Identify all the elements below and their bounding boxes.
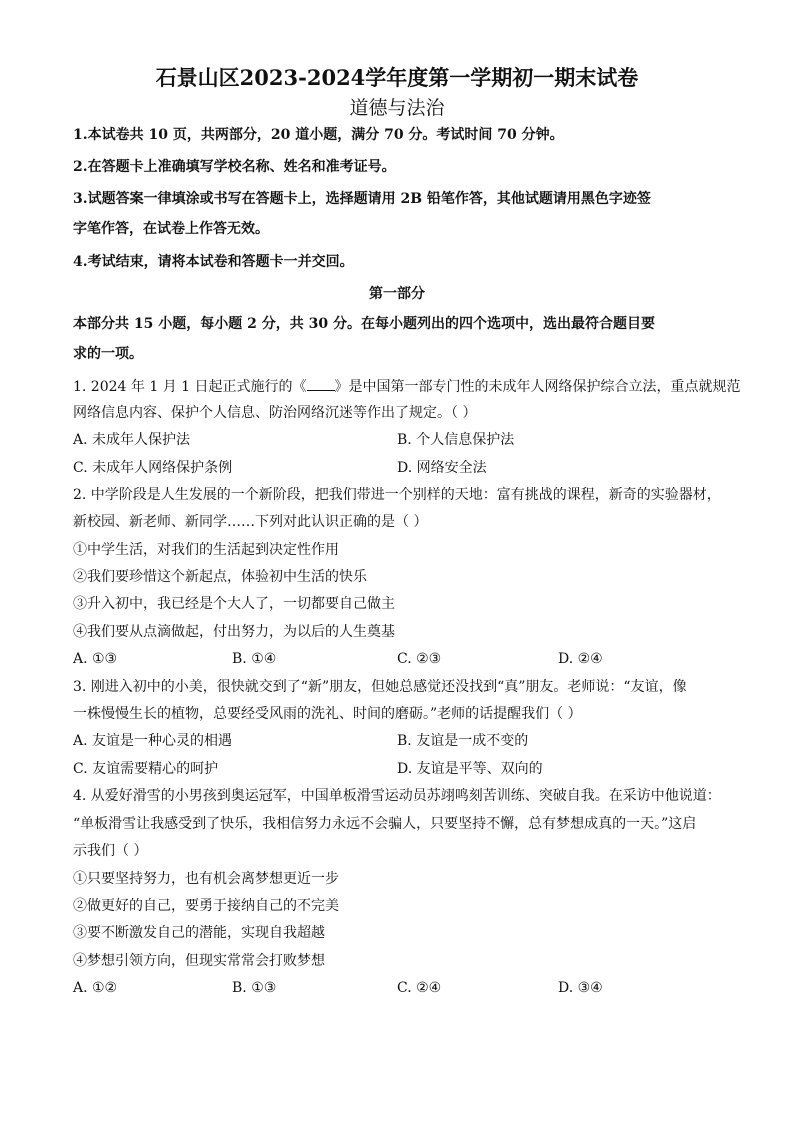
part1-intro: 本部分共 15 小题，每小题 2 分，共 30 分。在每小题列出的四个选项中，选出最符合题目要 <box>73 316 655 332</box>
part1-intro-cont: 求的一项。 <box>73 346 143 362</box>
q2-item-3: ③升入初中，我已经是个大人了，一切都要自己做主 <box>73 596 395 612</box>
q4-option-a: A. ①② <box>73 980 118 996</box>
q1-option-d: D. 网络安全法 <box>397 460 487 476</box>
instruction-3: 3.试题答案一律填涂或书写在答题卡上，选择题请用 2B 铅笔作答，其他试题请用黑色字迹签 <box>73 191 651 207</box>
part1-heading: 第一部分 <box>369 286 425 302</box>
q1-stem <box>73 376 741 397</box>
q4-item-2: ②做更好的自己，要勇于接纳自己的不完美 <box>73 898 339 914</box>
q3-option-d: D. 友谊是平等、双向的 <box>397 761 543 777</box>
answer-blank <box>307 376 335 391</box>
q4-option-c: C. ②④ <box>397 980 442 996</box>
q1-option-b: B. 个人信息保护法 <box>397 432 515 448</box>
q2-option-a: A. ①③ <box>73 651 118 667</box>
q4-option-d: D. ③④ <box>558 980 603 996</box>
q1-stem-b: 》是中国第一部专门性的未成年人网络保护综合立法，重点就规范 <box>334 379 741 395</box>
q4-stem-cont: “单板滑雪让我感受到了快乐，我相信努力永远不会骗人，只要坚持不懈，总有梦想成真的一天。”这启 <box>73 816 697 832</box>
q3-stem-cont: 一株慢慢生长的植物，总要经受风雨的洗礼、时间的磨砺。”老师的话提醒我们（ ） <box>73 706 582 722</box>
q4-item-4: ④梦想引领方向，但现实常常会打败梦想 <box>73 953 325 969</box>
q3-option-b: B. 友谊是一成不变的 <box>397 733 529 749</box>
instruction-4: 4.考试结束，请将本试卷和答题卡一并交回。 <box>73 254 354 270</box>
q2-item-4: ④我们要从点滴做起，付出努力，为以后的人生奠基 <box>73 624 395 640</box>
q2-stem: 2. 中学阶段是人生发展的一个新阶段，把我们带进一个别样的天地：富有挑战的课程，新奇的实验器材， <box>73 487 721 503</box>
q2-item-1: ①中学生活，对我们的生活起到决定性作用 <box>73 542 339 558</box>
q2-option-b: B. ①④ <box>232 651 277 667</box>
q3-option-a: A. 友谊是一种心灵的相遇 <box>73 733 233 749</box>
q4-item-1: ①只要坚持努力，也有机会离梦想更近一步 <box>73 871 339 887</box>
q4-option-b: B. ①③ <box>232 980 277 996</box>
q1-option-c: C. 未成年人网络保护条例 <box>73 460 233 476</box>
q1-option-a: A. 未成年人保护法 <box>73 432 191 448</box>
q4-stem-cont-2: 示我们（ ） <box>73 843 148 859</box>
q3-option-c: C. 友谊需要精心的呵护 <box>73 761 219 777</box>
q2-option-c: C. ②③ <box>397 651 442 667</box>
q3-stem: 3. 刚进入初中的小美，很快就交到了“新”朋友，但她总感觉还没找到“真”朋友。老师说：“友谊，像 <box>73 679 687 695</box>
q2-stem-cont: 新校园、新老师、新同学……下列对此认识正确的是（ ） <box>73 514 428 530</box>
instruction-3-cont: 字笔作答，在试卷上作答无效。 <box>73 221 269 237</box>
q1-stem-a: 1. 2024 年 1 月 1 日起正式施行的《 <box>73 379 307 395</box>
exam-title: 石景山区2023-2024学年度第一学期初一期末试卷 <box>155 65 639 90</box>
q2-item-2: ②我们要珍惜这个新起点，体验初中生活的快乐 <box>73 569 367 585</box>
exam-subject: 道德与法治 <box>349 97 445 119</box>
q4-item-3: ③要不断激发自己的潜能，实现自我超越 <box>73 925 325 941</box>
q4-stem: 4. 从爱好滑雪的小男孩到奥运冠军，中国单板滑雪运动员苏翊鸣刻苦训练、突破自我。在采访中他说道： <box>73 788 721 804</box>
q2-option-d: D. ②④ <box>558 651 603 667</box>
instruction-1: 1.本试卷共 10 页，共两部分，20 道小题，满分 70 分。考试时间 70 分钟。 <box>73 127 564 143</box>
q1-stem-cont: 网络信息内容、保护个人信息、防治网络沉迷等作出了规定。（ ） <box>73 405 477 421</box>
instruction-2: 2.在答题卡上准确填写学校名称、姓名和准考证号。 <box>73 159 396 175</box>
